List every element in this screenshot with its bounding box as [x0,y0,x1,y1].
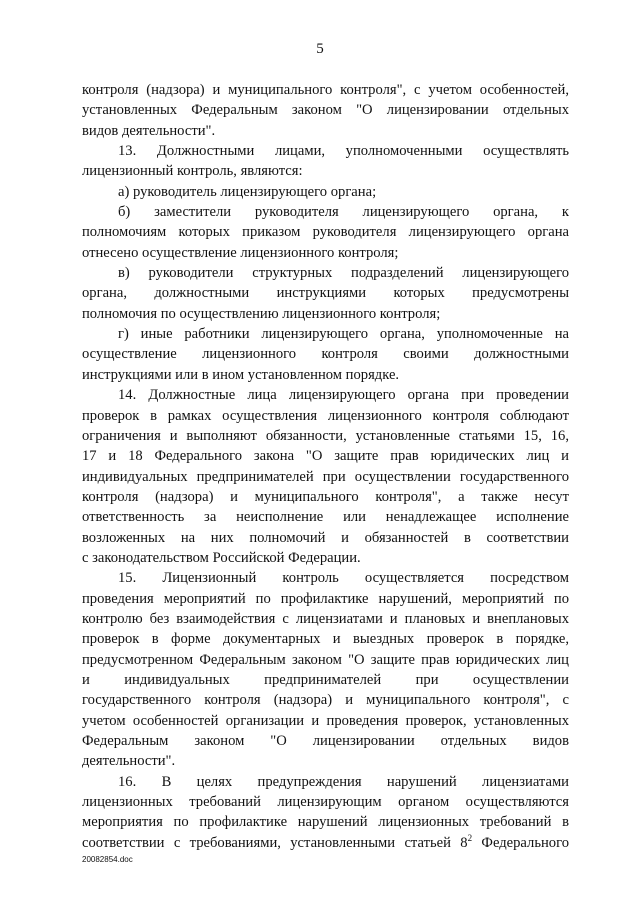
text-line-content: а) руководитель лицензирующего органа; [118,183,377,200]
text-line-content: органа, должностными инструкциями которых предусмотрены [82,285,569,302]
text-line-content: предусмотренном Федеральным законом "О защите прав юридических лиц [82,651,569,668]
text-line-content: лицензионных требований лицензирующим органом осуществляются [82,794,569,811]
text-line-content: полномочия по осуществлению лицензионного контроля; [82,305,441,322]
text-line [82,690,569,710]
text-line-content: учетом особенностей организации и проведения проверок, установленных [82,712,569,729]
text-line-content: проверок в форме документарных и выездных проверок в порядке, [82,631,569,648]
text-line [82,222,569,242]
text-line [82,609,569,629]
text-line-content: индивидуальных предпринимателей при осуществлении государственного [82,468,569,485]
text-line-content: отнесено осуществление лицензионного контроля; [82,244,399,261]
text-line-content: видов деятельности". [82,122,216,139]
text-line-content: с законодательством Российской Федерации. [82,549,361,566]
text-line [82,141,569,161]
text-line [82,548,569,568]
text-line-content: б) заместители руководителя лицензирующего органа, к [118,204,569,221]
text-line [82,751,569,771]
text-line-content: ограничения и выполняют обязанности, установленные статьями 15, 16, [82,427,569,444]
text-line [82,629,569,649]
text-line [82,467,569,487]
text-line [82,80,569,100]
text-line [82,528,569,548]
text-line [82,568,569,588]
text-line-content: мероприятия по профилактике нарушений лицензионных требований в [82,814,569,831]
text-line-content: 14. Должностные лица лицензирующего органа при проведении [118,387,569,404]
text-line-content: деятельности". [82,753,176,770]
text-line-tail: Федерального [472,834,570,851]
text-line [82,731,569,751]
text-line-content: Федеральным законом "О лицензировании отдельных видов [82,733,569,749]
text-line [82,772,569,792]
text-line-content: контроля (надзора) и муниципального контроля", с учетом особенностей, [82,82,569,98]
text-line-content: 15. Лицензионный контроль осуществляется посредством [118,570,569,587]
text-line-content: соответствии с требованиями, установленными статьей 8 [82,834,468,851]
text-line-content: проведения мероприятий по профилактике нарушений, мероприятий по [82,590,569,607]
text-line [82,283,569,303]
text-line [82,711,569,731]
text-line-content: проверок в рамках осуществления лицензионного контроля соблюдают [82,407,569,424]
text-line [82,365,569,385]
file-name-footer: 20082854.doc [82,855,133,864]
text-line-content: 13. Должностными лицами, уполномоченными осуществлять [118,143,569,160]
text-line-content: государственного контроля (надзора) и муниципального контроля", с [82,692,569,709]
text-line [82,833,569,853]
text-line-content: 16. В целях предупреждения нарушений лицензиатами [118,773,569,790]
text-line [82,507,569,527]
text-line-content: г) иные работники лицензирующего органа, уполномоченные на [118,326,569,343]
text-line [82,243,569,263]
superscript: 2 [467,832,473,843]
text-line-content: инструкциями или в ином установленном порядке. [82,366,400,383]
text-line [82,406,569,426]
text-line-content: контролю без взаимодействия с лицензиатами и плановых и внеплановых [82,610,569,627]
text-line-content: возложенных на них полномочий и обязанностей в соответствии [82,529,569,546]
text-line [82,792,569,812]
text-line [82,426,569,446]
text-line-content: ответственность за неисполнение или ненадлежащее исполнение [82,509,569,526]
text-line [82,812,569,832]
text-line [82,100,569,120]
text-line [82,202,569,222]
text-line [82,161,569,181]
text-line [82,650,569,670]
text-line-content: в) руководители структурных подразделений лицензирующего [118,265,569,282]
text-line-content: контроля (надзора) и муниципального контроля", а также несут [82,488,569,505]
text-line [82,385,569,405]
text-line [82,324,569,344]
text-line [82,121,569,141]
text-line [82,263,569,283]
text-line [82,304,569,324]
text-line-content: осуществление лицензионного контроля своими должностными [82,346,569,363]
text-line-content: лицензионный контроль, являются: [82,163,303,180]
text-line-content: установленных Федеральным законом "О лицензировании отдельных [82,102,569,119]
text-line-content: полномочиям которых приказом руководителя лицензирующего органа [82,224,569,241]
text-line [82,670,569,690]
text-line [82,446,569,466]
page-number: 5 [316,41,324,57]
text-line [82,344,569,364]
text-line [82,589,569,609]
text-line [82,487,569,507]
text-line [82,182,569,202]
text-line-content: 17 и 18 Федерального закона "О защите прав юридических лиц и [82,448,569,465]
document-body [82,80,569,853]
text-line-content: и индивидуальных предпринимателей при осуществлении [82,671,569,688]
